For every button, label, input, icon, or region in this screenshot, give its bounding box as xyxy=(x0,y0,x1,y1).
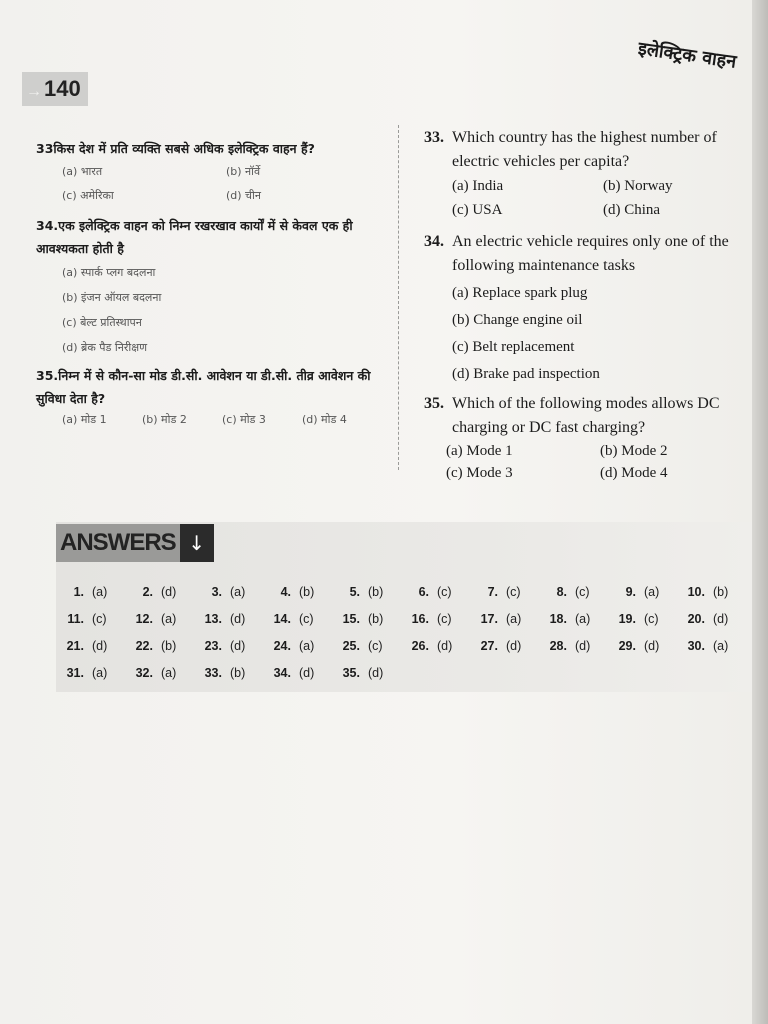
answer-cell xyxy=(332,639,401,653)
question-text: Which of the following modes allows DC charging or DC fast charging? xyxy=(452,395,720,436)
answer-option: (a) xyxy=(161,665,177,680)
option: (d) Brake pad inspection xyxy=(452,366,600,382)
answer-option: (c) xyxy=(299,611,314,626)
question-number: 34. xyxy=(424,233,444,250)
answer-number: 1. xyxy=(73,584,84,599)
answer-option: (c) xyxy=(368,638,383,653)
option: (a) India xyxy=(452,178,504,194)
answer-option: (d) xyxy=(506,638,522,653)
answer-cell xyxy=(332,666,401,680)
answer-cell xyxy=(539,585,608,599)
answer-option: (a) xyxy=(713,638,729,653)
chapter-title: इलेक्ट्रिक वाहन xyxy=(636,38,738,73)
option: (c) Belt replacement xyxy=(452,339,575,355)
answer-cell xyxy=(194,639,263,653)
question-number: 33. xyxy=(424,129,444,146)
english-question-33 xyxy=(424,126,754,174)
option: (b) Mode 2 xyxy=(600,443,668,459)
answer-number: 30. xyxy=(687,638,705,653)
answer-number: 28. xyxy=(549,638,567,653)
answer-option: (d) xyxy=(230,611,246,626)
question-text: एक इलेक्ट्रिक वाहन को निम्न रखरखाव कार्यों में से केवल एक ही आवश्यकता होती है xyxy=(36,218,353,256)
option: (a) स्पार्क प्लग बदलना xyxy=(62,266,156,279)
answer-option: (d) xyxy=(92,638,108,653)
english-question-34 xyxy=(424,230,754,278)
option: (c) अमेरिका xyxy=(62,189,114,202)
answer-cell xyxy=(194,612,263,626)
answer-number: 29. xyxy=(618,638,636,653)
option: (b) Norway xyxy=(603,178,673,194)
option: (a) Replace spark plug xyxy=(452,285,588,301)
question-number: 33 xyxy=(36,141,54,156)
answer-option: (b) xyxy=(299,584,315,599)
option: (a) मोड 1 xyxy=(62,413,107,426)
answer-option: (d) xyxy=(713,611,729,626)
answer-option: (b) xyxy=(713,584,729,599)
answer-cell xyxy=(56,612,125,626)
answer-cell xyxy=(470,585,539,599)
english-options-33 xyxy=(452,174,754,222)
answer-number: 23. xyxy=(204,638,222,653)
answer-option: (a) xyxy=(92,665,108,680)
answer-number: 4. xyxy=(280,584,291,599)
english-question-35 xyxy=(424,392,754,440)
answer-number: 19. xyxy=(618,611,636,626)
question-text: An electric vehicle requires only one of the following maintenance tasks xyxy=(452,233,729,274)
answer-option: (d) xyxy=(161,584,177,599)
answers-section xyxy=(56,522,756,692)
answer-cell xyxy=(125,585,194,599)
answers-row xyxy=(56,605,756,632)
answer-option: (d) xyxy=(299,665,315,680)
option: (d) China xyxy=(603,202,661,218)
option: (c) Mode 3 xyxy=(446,465,513,481)
answer-number: 20. xyxy=(687,611,705,626)
answer-cell xyxy=(401,612,470,626)
hindi-question-35 xyxy=(36,364,392,430)
answer-number: 2. xyxy=(142,584,153,599)
answer-number: 10. xyxy=(687,584,705,599)
answer-option: (a) xyxy=(230,584,246,599)
answer-number: 5. xyxy=(349,584,360,599)
option: (b) Change engine oil xyxy=(452,312,583,328)
answer-cell xyxy=(677,612,746,626)
answer-option: (d) xyxy=(230,638,246,653)
answer-cell xyxy=(677,585,746,599)
answer-cell xyxy=(332,585,401,599)
answer-cell xyxy=(539,612,608,626)
answer-option: (a) xyxy=(92,584,108,599)
answer-cell xyxy=(401,585,470,599)
option: (b) इंजन ऑयल बदलना xyxy=(62,291,162,304)
answer-option: (c) xyxy=(506,584,521,599)
question-text: Which country has the highest number of electric vehicles per capita? xyxy=(452,129,717,170)
answer-number: 24. xyxy=(273,638,291,653)
answer-cell xyxy=(401,639,470,653)
answer-option: (c) xyxy=(575,584,590,599)
answer-cell xyxy=(125,666,194,680)
answer-cell xyxy=(539,639,608,653)
arrow-right-icon: → xyxy=(26,83,42,100)
answer-cell xyxy=(608,639,677,653)
answer-option: (d) xyxy=(437,638,453,653)
option: (b) मोड 2 xyxy=(142,413,187,426)
answer-number: 26. xyxy=(411,638,429,653)
answer-cell xyxy=(125,612,194,626)
answer-option: (d) xyxy=(644,638,660,653)
answer-cell xyxy=(194,666,263,680)
answer-number: 7. xyxy=(487,584,498,599)
question-number: 35. xyxy=(36,368,59,383)
answer-number: 31. xyxy=(66,665,84,680)
answers-row xyxy=(56,632,756,659)
answer-option: (a) xyxy=(644,584,660,599)
answer-option: (a) xyxy=(575,611,591,626)
answer-option: (c) xyxy=(644,611,659,626)
answers-header xyxy=(56,524,214,562)
answer-cell xyxy=(56,585,125,599)
answer-cell xyxy=(263,666,332,680)
answer-option: (d) xyxy=(368,665,384,680)
answer-number: 27. xyxy=(480,638,498,653)
answers-row xyxy=(56,659,756,686)
answer-option: (c) xyxy=(92,611,107,626)
option: (a) Mode 1 xyxy=(446,443,513,459)
answer-cell xyxy=(677,639,746,653)
answer-number: 17. xyxy=(480,611,498,626)
answer-cell xyxy=(608,612,677,626)
hindi-question-33 xyxy=(36,138,392,208)
answer-number: 32. xyxy=(135,665,153,680)
english-options-34 xyxy=(452,280,754,388)
answer-cell xyxy=(263,585,332,599)
answer-number: 15. xyxy=(342,611,360,626)
answer-cell xyxy=(470,639,539,653)
answers-grid xyxy=(56,578,756,686)
option: (c) बेल्ट प्रतिस्थापन xyxy=(62,316,142,329)
answer-cell xyxy=(56,666,125,680)
answer-cell xyxy=(56,639,125,653)
answer-cell xyxy=(125,639,194,653)
answer-option: (a) xyxy=(299,638,315,653)
answer-option: (a) xyxy=(161,611,177,626)
page-edge xyxy=(752,0,768,1024)
answer-cell xyxy=(194,585,263,599)
question-number: 35. xyxy=(424,395,444,412)
option: (b) नॉर्वे xyxy=(226,165,261,178)
option: (d) चीन xyxy=(226,189,262,202)
answer-cell xyxy=(263,639,332,653)
option: (a) भारत xyxy=(62,165,103,178)
answer-number: 33. xyxy=(204,665,222,680)
answers-row xyxy=(56,578,756,605)
answer-number: 35. xyxy=(342,665,360,680)
answer-cell xyxy=(332,612,401,626)
answer-option: (a) xyxy=(506,611,522,626)
answer-number: 3. xyxy=(211,584,222,599)
answer-option: (c) xyxy=(437,611,452,626)
answer-cell xyxy=(263,612,332,626)
answer-option: (b) xyxy=(161,638,177,653)
answer-number: 22. xyxy=(135,638,153,653)
question-text: किस देश में प्रति व्यक्ति सबसे अधिक इलेक्ट्रिक वाहन हैं? xyxy=(53,141,315,156)
column-divider xyxy=(398,125,399,470)
arrow-down-icon: ↓ xyxy=(180,524,214,562)
answer-cell xyxy=(470,612,539,626)
question-number: 34. xyxy=(36,218,59,233)
english-column xyxy=(424,126,754,484)
option: (c) मोड 3 xyxy=(222,413,266,426)
answer-option: (d) xyxy=(575,638,591,653)
answer-number: 34. xyxy=(273,665,291,680)
hindi-column xyxy=(36,138,392,430)
answer-number: 9. xyxy=(625,584,636,599)
answer-number: 11. xyxy=(67,611,84,626)
answer-number: 8. xyxy=(556,584,567,599)
answer-number: 14. xyxy=(273,611,291,626)
option: (d) Mode 4 xyxy=(600,465,668,481)
answer-number: 12. xyxy=(135,611,153,626)
option: (d) मोड 4 xyxy=(302,413,347,426)
answer-option: (b) xyxy=(368,584,384,599)
english-options-35 xyxy=(446,440,754,484)
option: (d) ब्रेक पैड निरीक्षण xyxy=(62,341,148,354)
question-text: निम्न में से कौन-सा मोड डी.सी. आवेशन या डी.सी. तीव्र आवेशन की सुविधा देता है? xyxy=(36,368,371,406)
answer-option: (c) xyxy=(437,584,452,599)
answer-option: (b) xyxy=(230,665,246,680)
answer-cell xyxy=(608,585,677,599)
answer-number: 16. xyxy=(411,611,429,626)
answer-number: 18. xyxy=(549,611,567,626)
page-number-box xyxy=(22,72,88,106)
hindi-question-34 xyxy=(36,214,392,360)
answer-number: 21. xyxy=(66,638,84,653)
page-number: 140 xyxy=(44,76,81,101)
answer-number: 13. xyxy=(204,611,222,626)
answers-title: ANSWERS xyxy=(56,524,180,562)
answer-option: (b) xyxy=(368,611,384,626)
answer-number: 25. xyxy=(342,638,360,653)
option: (c) USA xyxy=(452,202,503,218)
answer-number: 6. xyxy=(418,584,429,599)
